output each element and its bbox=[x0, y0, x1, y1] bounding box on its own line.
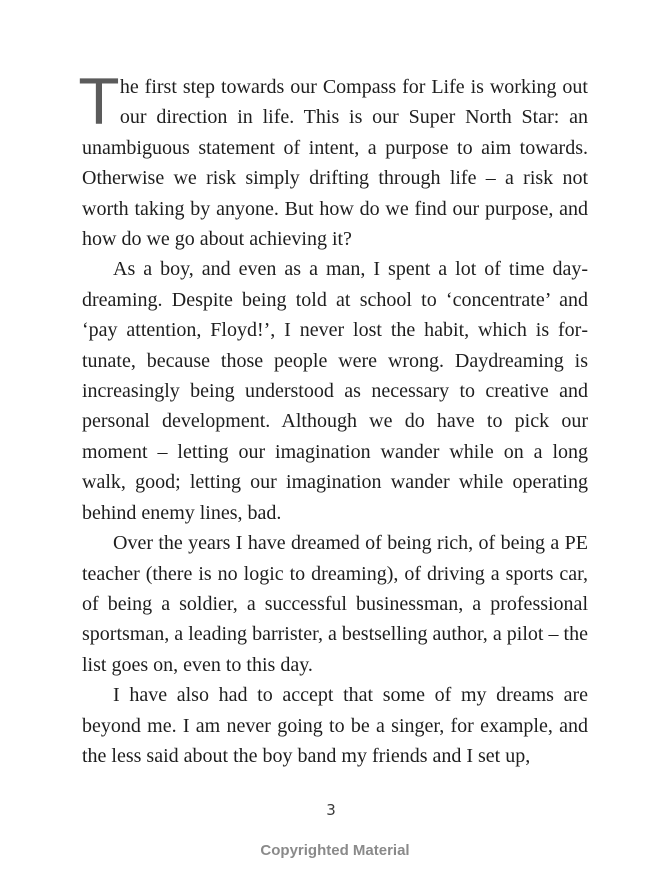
body-text bbox=[80, 66, 588, 771]
paragraph-3: Over the years I have dreamed of being rich, of being a PE teacher (there is no logic to dreaming), of driving a sports car, of being a soldier, a successful businessman, a professional sportsman, a leading barrister, a bestselling author, a pilot – the list goes on, even to this day. bbox=[82, 532, 588, 676]
copyright-notice: Copyrighted Material bbox=[260, 842, 410, 859]
page-number: 3 bbox=[326, 801, 336, 819]
drop-cap: T bbox=[80, 66, 118, 139]
paragraph-1 bbox=[80, 66, 588, 254]
paragraph-2: As a boy, and even as a man, I spent a lot of time daydreaming. Despite being told at school to ‘concentrate’ and ‘pay attention, Floyd!’, I never lost the habit, which is fortunate, because those people were wrong. Daydreaming is increasingly being understood as necessary to creative and personal development. Although we do have to pick our moment – letting our imagination wander while on a long walk, good; letting our imagination wander while operating behind enemy lines, bad. bbox=[82, 258, 588, 524]
paragraph-4: I have also had to accept that some of my dreams are beyond me. I am never going to be a singer, for example, and the less said about the boy band my friends and I set up, bbox=[82, 684, 588, 767]
paragraph-1-text: he first step towards our Compass for Life is working out our direction in life. This is our Super North Star: an unambiguous statement of intent, a purpose to aim towards. Otherwise we risk simply drifting through life – a risk not worth taking by anyone. But how do we find our purpose, and how do we go about achieving it? bbox=[82, 76, 588, 251]
